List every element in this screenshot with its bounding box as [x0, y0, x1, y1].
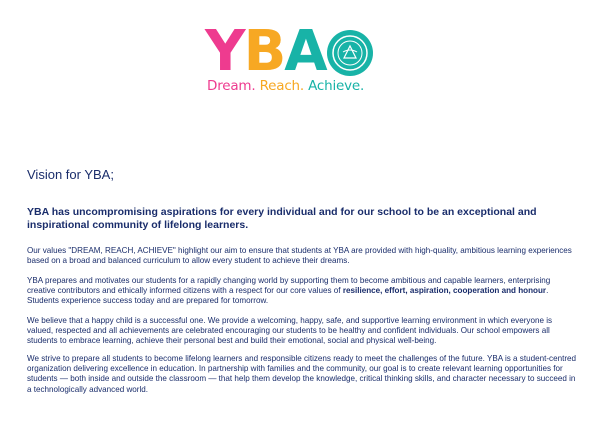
logo-tagline [207, 78, 364, 94]
values-paragraph: Our values "DREAM, REACH, ACHIEVE" highlight our aim to ensure that students at YBA are provided with high-quality, ambitious learning experiences based on a broad and balanced curriculum to allow every student to achieve their dreams. [27, 246, 572, 266]
vision-heading: Vision for YBA; [27, 167, 114, 182]
wellbeing-paragraph: We believe that a happy child is a successful one. We provide a welcoming, happy, safe, and supportive learning environment in which everyone is valued, respected and all achievements are celebrated encouraging our students to be healthy and confident individuals. Our school empowers all students to embrace learning, achieve their personal best and build their emotional, social and physical well-being. [27, 316, 553, 346]
tagline-reach: Reach. [259, 78, 304, 94]
vision-lead-statement: YBA has uncompromising aspirations for every individual and for our school to be an exceptional and inspirational community of lifelong learners. [27, 206, 537, 231]
tagline-dream: Dream. [207, 78, 256, 94]
logo-letter-b: B [243, 19, 285, 84]
logo-letter-a: A [284, 19, 326, 84]
tagline-achieve: Achieve. [308, 78, 365, 94]
lifelong-learning-paragraph: We strive to prepare all students to become lifelong learners and responsible citizens ready to meet the challenges of the future. YBA is a student-centred organization delivering excellence in education. In partnership with families and the community, our goal is to create relevant learning opportunities for students — both inside and outside the classroom — that help them develop the knowledge, critical thinking skills, and character necessary to succeed in a technologically advanced world. [27, 354, 577, 394]
core-values-intro: YBA prepares and motivates our students for a rapidly changing world by supporting them to become ambitious and capable learners, enterprising creative contributors and ethically informed citizens with a respect for our core values of [27, 276, 551, 296]
core-values-paragraph [27, 276, 579, 307]
logo-letter-y: Y [205, 19, 244, 84]
logo-wordmark [205, 19, 326, 84]
yba-logo [205, 19, 375, 98]
school-seal-icon [325, 28, 375, 78]
core-values-list: resilience, effort, aspiration, cooperation and honour [342, 286, 547, 296]
core-values-outro: . Students experience success today and are prepared for tomorrow. [27, 286, 549, 306]
